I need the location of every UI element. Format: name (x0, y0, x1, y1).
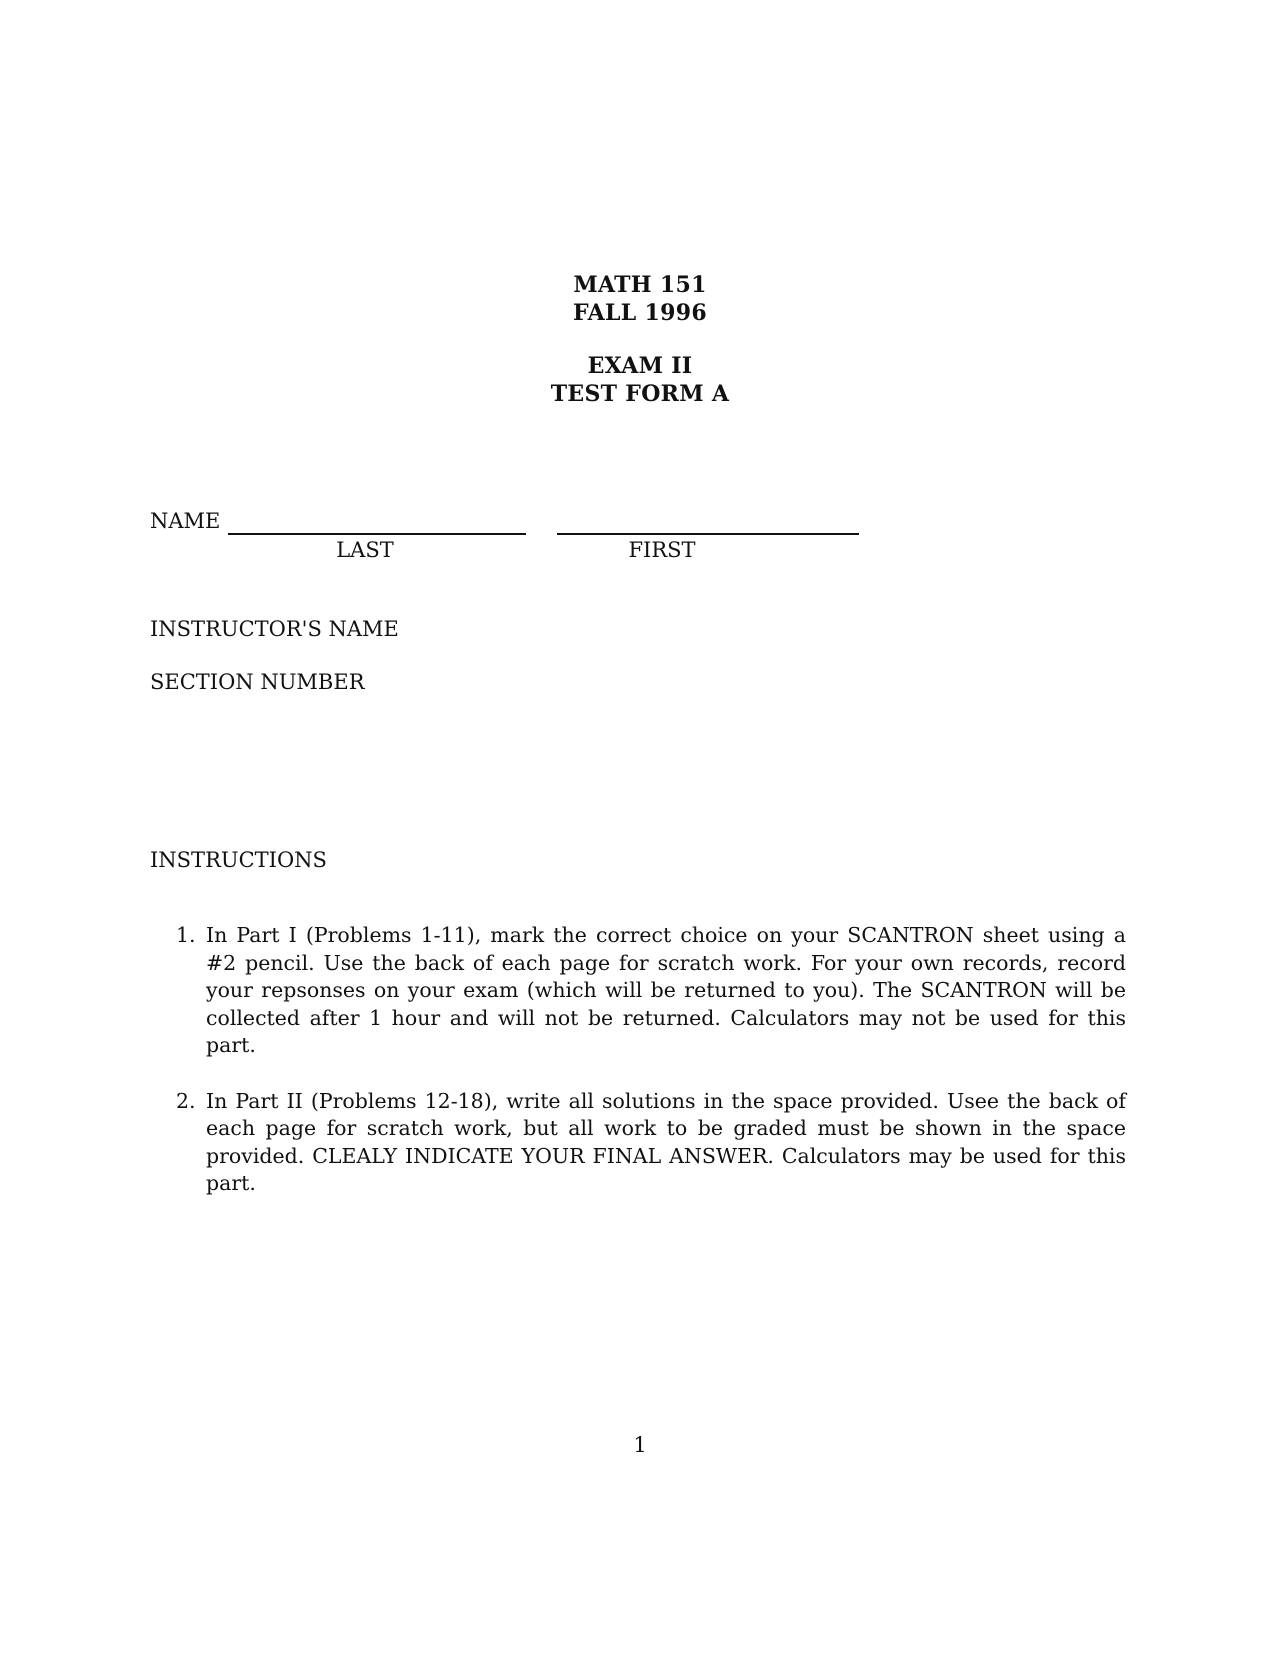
instruction-number: 1. (176, 923, 196, 947)
instructions-list (150, 922, 1126, 1226)
first-name-line[interactable] (557, 533, 859, 535)
last-name-caption: LAST (336, 538, 394, 562)
instructor-name-label: INSTRUCTOR'S NAME (150, 617, 399, 641)
instruction-number: 2. (176, 1088, 196, 1113)
instruction-text: In Part I (Problems 1-11), mark the correct choice on your SCANTRON sheet using a #2 pencil. Use the back of each page for scratch work. For your own records, record your repsonses on your exam (which will be returned to you). The SCANTRON will be collected after 1 hour and will not be returned. Calculators may not be used for this part. (206, 923, 1126, 1057)
exam-title: EXAM II (587, 353, 693, 379)
section-number-label: SECTION NUMBER (150, 670, 365, 694)
instructions-heading: INSTRUCTIONS (150, 848, 327, 872)
page-number: 1 (633, 1433, 647, 1457)
form-title: TEST FORM A (550, 381, 730, 407)
instruction-item (150, 1088, 1126, 1198)
instruction-item (150, 922, 1126, 1060)
name-label: NAME (150, 509, 221, 533)
instruction-text: In Part II (Problems 12-18), write all solutions in the space provided. Usee the back of each page for scratch work, but all work to be graded must be shown in the space provided. CLEALY INDICATE YOUR FINAL ANSWER. Calculators may be used for this part. (206, 1088, 1126, 1195)
term-title: FALL 1996 (573, 300, 707, 326)
first-name-caption: FIRST (628, 538, 696, 562)
course-title: MATH 151 (573, 272, 707, 298)
last-name-line[interactable] (228, 533, 526, 535)
